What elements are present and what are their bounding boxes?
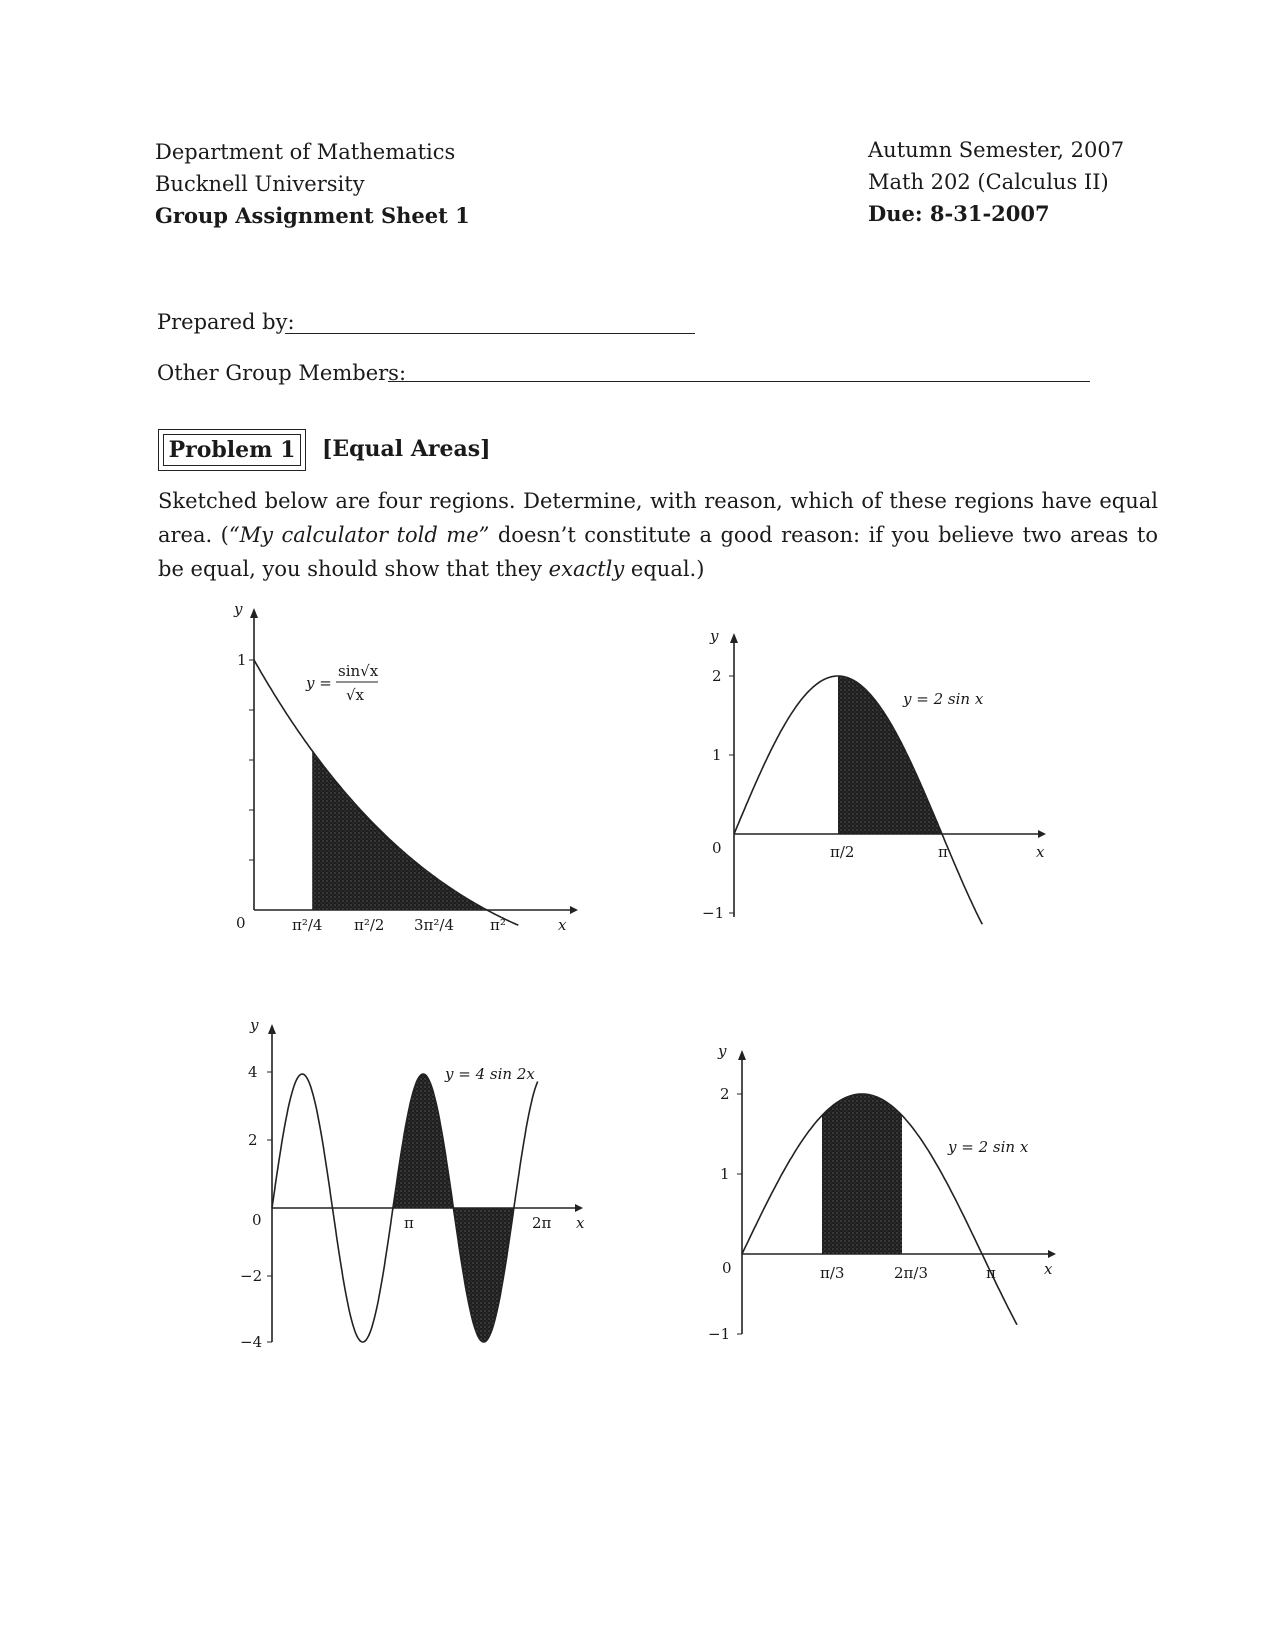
graph-3-ytick-4: 4: [248, 1063, 258, 1081]
semester: Autumn Semester, 2007: [868, 138, 1125, 162]
graph-2-xlabel: x: [1036, 843, 1045, 861]
header-right: [868, 134, 1124, 230]
graph-4-y-arrow: [738, 1050, 746, 1060]
graph-2-ytick-m1: −1: [702, 904, 725, 922]
graph-4-shaded-region: [822, 1094, 902, 1254]
graph-4-ylabel: y: [718, 1042, 727, 1060]
graph-4-func-label: y = 2 sin x: [948, 1138, 1029, 1156]
group-members-line[interactable]: [388, 381, 1090, 382]
graph-1-func-prefix: y =: [306, 674, 332, 692]
header-left: [155, 136, 470, 232]
graph-1-svg: [230, 600, 590, 945]
graph-4-xtick-3: π: [986, 1264, 996, 1282]
graph-1-xtick-0: 0: [236, 914, 246, 932]
graph-1-xtick-4: π²: [490, 916, 506, 934]
graph-2-ytick-2: 2: [712, 667, 722, 685]
graph-1-ylabel: y: [234, 600, 243, 618]
graph-1-func-num: sin√x: [338, 662, 379, 680]
graph-1-ytick-1: 1: [237, 651, 247, 669]
problem-text-1: Sketched below are four regions. Determine, with reason, which of these regions have equal area. (: [158, 489, 1158, 547]
sheet-title: Group Assignment Sheet 1: [155, 203, 470, 228]
graph-4-xtick-2: 2π/3: [894, 1264, 928, 1282]
graph-3-ytick-2: 2: [248, 1131, 258, 1149]
graph-2-xtick-1: π/2: [830, 843, 855, 861]
graph-4-ytick-1: 1: [720, 1165, 730, 1183]
graph-4-x-arrow: [1048, 1250, 1056, 1258]
graph-4-ytick-2: 2: [720, 1085, 730, 1103]
graph-4: [700, 1040, 1070, 1350]
graph-3: [240, 1010, 610, 1350]
graph-1-x-arrow: [570, 906, 578, 914]
graph-4-svg: [700, 1040, 1070, 1350]
problem-text: [158, 484, 1158, 586]
problem-quote: “My calculator told me”: [228, 523, 490, 547]
graph-2: [700, 625, 1060, 935]
graph-2-func-label: y = 2 sin x: [903, 690, 984, 708]
graph-1-func-den: √x: [346, 686, 365, 704]
due-date: Due: 8-31-2007: [868, 201, 1050, 226]
problem-text-2: doesn’t constitute a good reason: if you believe two areas to be equal, you should show that they: [158, 523, 1158, 581]
graph-3-ytick-m4: −4: [240, 1333, 263, 1350]
graph-3-y-arrow: [268, 1024, 276, 1034]
course-name: Math 202 (Calculus II): [868, 170, 1109, 194]
prepared-by-label: Prepared by:: [157, 310, 295, 334]
graph-1-xtick-2: π²/2: [354, 916, 385, 934]
graph-2-svg: [700, 625, 1060, 935]
graph-3-xtick-2: 2π: [532, 1214, 552, 1232]
graph-2-xtick-2: π: [938, 843, 948, 861]
graph-1-xlabel: x: [558, 916, 567, 934]
problem-emph: exactly: [548, 557, 625, 581]
graph-2-y-arrow: [730, 633, 738, 643]
graph-4-ytick-0: 0: [722, 1259, 732, 1277]
group-members-label: Other Group Members:: [157, 361, 407, 385]
graph-3-x-arrow: [575, 1204, 583, 1212]
graph-3-svg: [240, 1010, 610, 1350]
graph-4-xtick-1: π/3: [820, 1264, 845, 1282]
graph-2-ytick-0: 0: [712, 839, 722, 857]
graph-1-y-arrow: [250, 608, 258, 618]
graph-1-shaded-region: [312, 751, 487, 910]
graph-1: [230, 600, 590, 945]
problem-box: [158, 429, 306, 471]
graph-3-ytick-0: 0: [252, 1211, 262, 1229]
graph-2-ylabel: y: [710, 627, 719, 645]
graph-3-xtick-1: π: [404, 1214, 414, 1232]
problem-title: [Equal Areas]: [322, 436, 491, 462]
department-name: Department of Mathematics: [155, 140, 456, 164]
problem-label: Problem 1: [163, 434, 301, 466]
graph-3-ylabel: y: [250, 1016, 259, 1034]
problem-text-3: equal.): [624, 557, 705, 581]
graph-1-xtick-1: π²/4: [292, 916, 323, 934]
graph-3-ytick-m2: −2: [240, 1267, 263, 1285]
graph-4-xlabel: x: [1044, 1260, 1053, 1278]
university-name: Bucknell University: [155, 172, 365, 196]
graph-2-x-arrow: [1038, 830, 1046, 838]
graph-3-xlabel: x: [576, 1214, 585, 1232]
prepared-by-line[interactable]: [285, 333, 695, 334]
graph-3-func-label: y = 4 sin 2x: [445, 1065, 535, 1083]
graph-1-xtick-3: 3π²/4: [414, 916, 455, 934]
graph-2-ytick-1: 1: [712, 746, 722, 764]
graph-4-ytick-m1: −1: [708, 1325, 731, 1343]
